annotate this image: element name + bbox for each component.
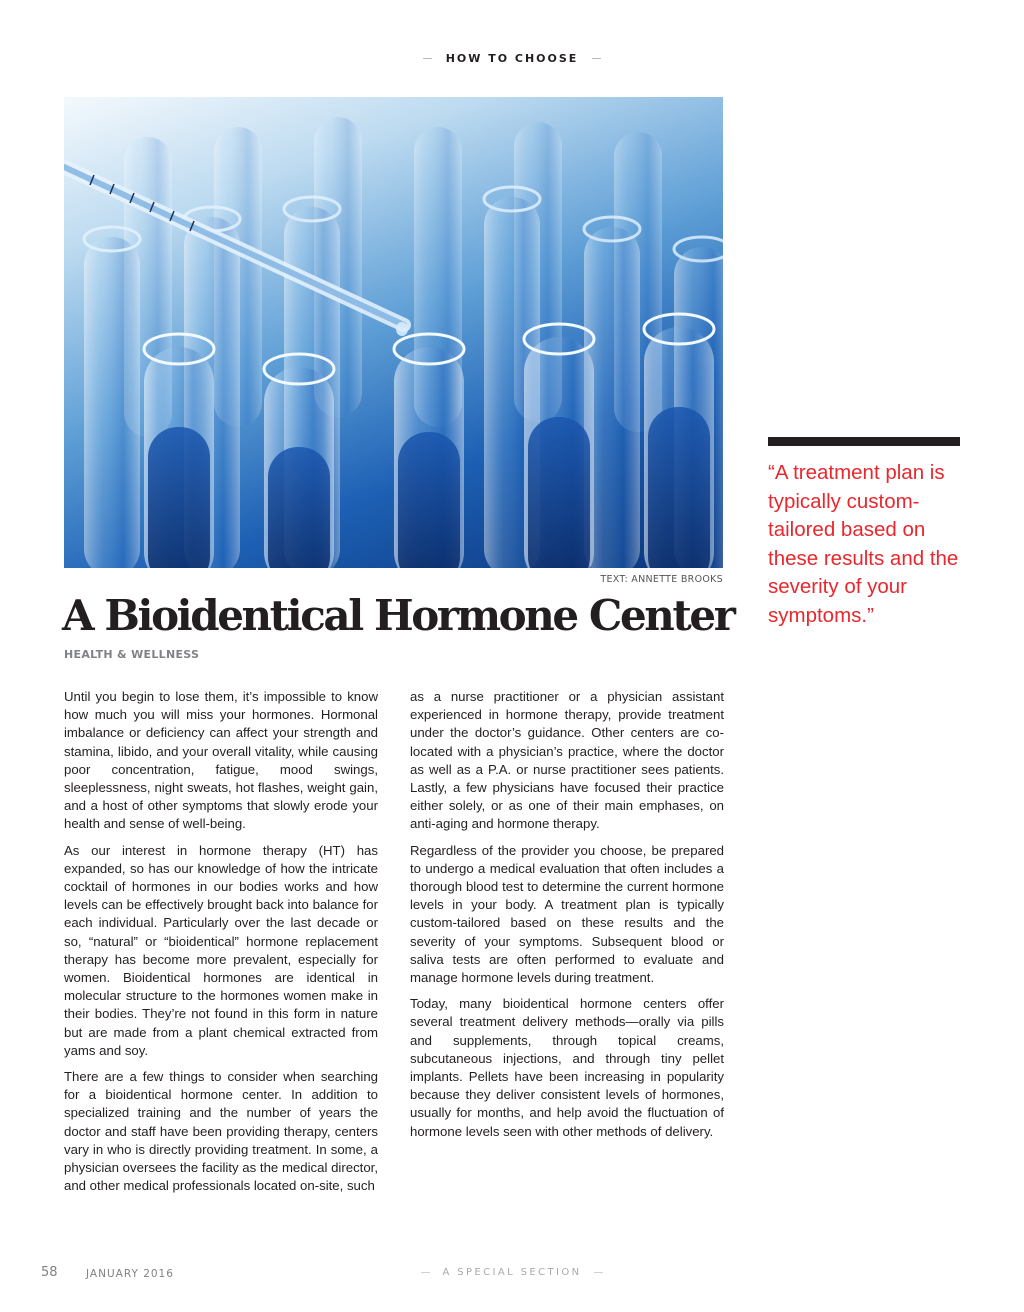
section-label: HOW TO CHOOSE: [445, 52, 579, 65]
issue-date: JANUARY 2016: [86, 1268, 174, 1280]
paragraph: as a nurse practitioner or a physician assistant experienced in hormone therapy, provide treatment under the doctor’s guidance. Other centers are co-located with a physician’s practice, where the doctor as well as a P.A. or nurse practitioner sees patients. Lastly, a few physicians have focused their practice either solely, or as one of their main emphases, on anti-aging and hormone therapy.: [410, 689, 724, 832]
paragraph: There are a few things to consider when searching for a bioidentical hormone center. In addition to specialized training and the number of years the doctor and staff have been providing therapy, centers vary in who is directly providing treatment. In some, a physician oversees the facility as the medical director, and other medical professionals located on-site, such: [64, 1069, 378, 1194]
paragraph: As our interest in hormone therapy (HT) has expanded, so has our knowledge of how the intricate cocktail of hormones in our bodies works and how levels can be effectively brought back into balance for each individual. Particularly over the last decade or so, “natural” or “bioidentical” hormone replacement therapy has become more prevalent, especially for women. Bioidentical hormones are identical in molecular structure to the hormones women make in their bodies. They’re not found in this form in nature but are made from a plant chemical extracted from yams and soy.: [64, 842, 378, 1058]
article-column-right: [410, 688, 724, 1149]
paragraph: Until you begin to lose them, it’s impossible to know how much you will miss your hormones. Hormonal imbalance or deficiency can affect your strength and stamina, libido, and your overall vitality, while causing poor concentration, fatigue, mood swings, sleeplessness, night sweats, hot flashes, weight gain, and a host of other symptoms that slowly erode your health and sense of well-being.: [64, 689, 378, 832]
page-number: 58: [41, 1265, 58, 1280]
article-column-left: [64, 688, 378, 1203]
footer-section-label: [0, 1267, 1024, 1278]
pull-quote: “A treatment plan is typically custom-tailored based on these results and the severity of your symptoms.”: [768, 461, 959, 627]
running-head-dash-left: [423, 58, 432, 59]
footer-dash-right: [594, 1272, 603, 1273]
article-title: A Bioidentical Hormone Center: [62, 591, 734, 640]
hero-image: [64, 97, 723, 568]
pull-quote-rule: [768, 437, 960, 446]
running-head-dash-right: [592, 58, 601, 59]
test-tubes-illustration: [64, 97, 723, 568]
footer-section-text: A SPECIAL SECTION: [442, 1267, 582, 1278]
paragraph: Today, many bioidentical hormone centers offer several treatment delivery methods—orally via pills and supplements, through topical creams, subcutaneous injections, and through tiny pellet implants. Pellets have been increasing in popularity because they deliver consistent levels of hormones, usually for months, and help avoid the fluctuation of hormone levels seen with other methods of delivery.: [410, 996, 724, 1139]
category-label: HEALTH & WELLNESS: [64, 648, 200, 661]
byline: TEXT: ANNETTE BROOKS: [600, 574, 723, 585]
paragraph: Regardless of the provider you choose, be prepared to undergo a medical evaluation that often includes a thorough blood test to determine the current hormone levels in your body. A treatment plan is typically custom-tailored based on these results and the severity of your symptoms. Subsequent blood or saliva tests are often performed to evaluate and manage hormone levels during treatment.: [410, 842, 724, 986]
footer-dash-left: [421, 1272, 430, 1273]
running-head: [0, 52, 1024, 65]
